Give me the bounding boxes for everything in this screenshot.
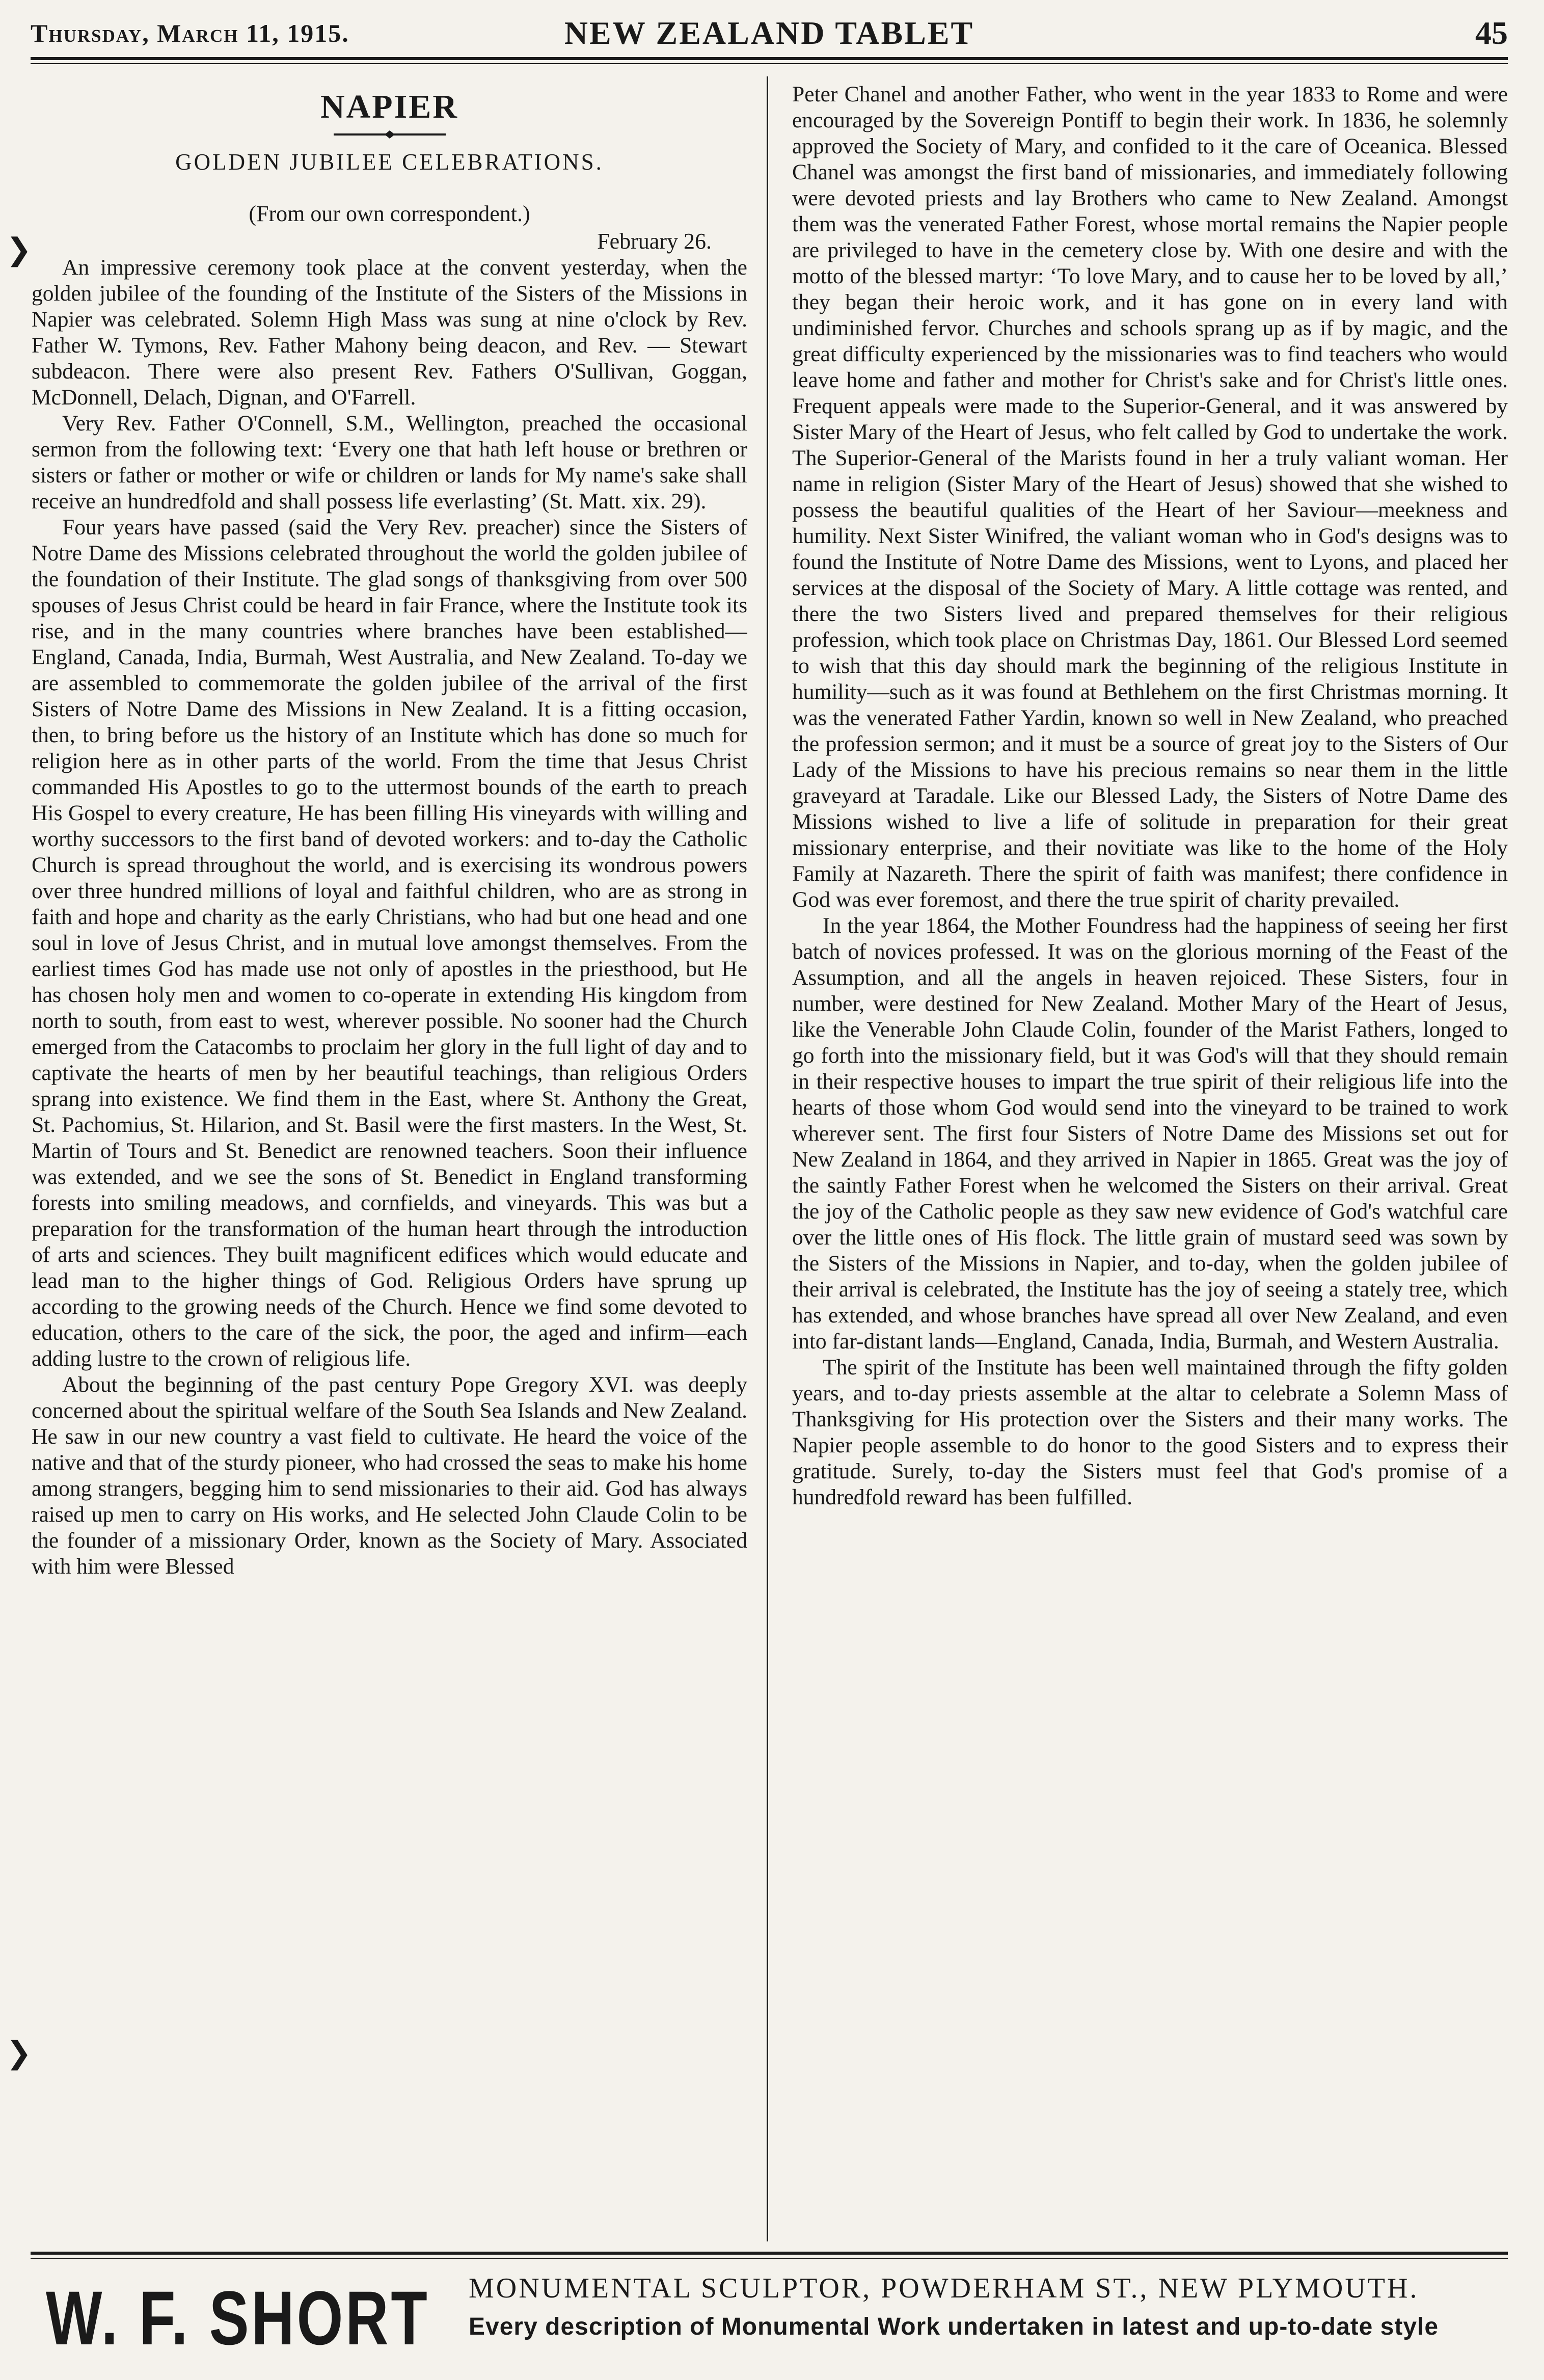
advertisement-line2: Every description of Monumental Work undertaken in latest and up-to-date style — [469, 2313, 1439, 2340]
header-rule-thin — [31, 63, 1508, 64]
article-dateline: February 26. — [597, 229, 712, 254]
column-divider — [767, 76, 768, 2241]
paragraph: About the beginning of the past century Pope Gregory XVI. was deeply concerned about the spiritual welfare of the South Sea Islands and New Zealand. He saw in our new country a vast field to cultivate. He heard the voice of the native and that of the sturdy pioneer, who had crossed the seas to make his home among strangers, begging him to send missionaries to their aid. God has always raised up men to carry on His works, and He selected John Claude Colin to be the founder of a missionary Order, known as the Society of Mary. Associated with him were Blessed — [32, 1372, 747, 1579]
article-title: NAPIER — [320, 88, 458, 125]
masthead-title: NEW ZEALAND TABLET — [564, 15, 974, 51]
title-ornament — [334, 129, 446, 140]
paragraph: In the year 1864, the Mother Foundress had the happiness of seeing her first batch of novices professed. It was on the glorious morning of the Feast of the Assumption, and all the angels in heaven rejoiced. These Sisters, four in number, were destined for New Zealand. Mother Mary of the Heart of Jesus, like the Venerable John Claude Colin, founder of the Marist Fathers, longed to go forth into the missionary field, but it was God's will that they should remain in their respective houses to impart the true spirit of their religious life into the hearts of those whom God would send into the vineyard to be trained to work wherever sent. The first four Sisters of Notre Dame des Missions set out for New Zealand in 1864, and they arrived in Napier in 1865. Great was the joy of the saintly Father Forest when he welcomed the Sisters on their arrival. Great the joy of the Catholic people as they saw new evidence of God's watchful care over the little ones of His flock. The little grain of mustard seed was sown by the Sisters of the Missions in Napier, and to-day, when the golden jubilee of their arrival is celebrated, the Institute has the joy of seeing a stately tree, which has extended, and whose branches have spread all over New Zealand, and even into far-distant lands—England, Canada, India, Burmah, and Western Australia. — [792, 913, 1508, 1354]
right-column — [792, 82, 1508, 2247]
left-column — [32, 82, 747, 2247]
paragraph: Four years have passed (said the Very Rev. preacher) since the Sisters of Notre Dame des Missions celebrated throughout the world the golden jubilee of the foundation of their Institute. The glad songs of thanksgiving from over 500 spouses of Jesus Christ could be heard in fair France, where the Institute took its rise, and in the many countries where branches have been established—England, Canada, India, Burmah, West Australia, and New Zealand. To-day we are assembled to commemorate the golden jubilee of the arrival of the first Sisters of Notre Dame des Missions in New Zealand. It is a fitting occasion, then, to bring before us the history of an Institute which has done so much for religion here as in other parts of the world. From the time that Jesus Christ commanded His Apostles to go to the uttermost bounds of the earth to preach His Gospel to every creature, He has been filling His vineyards with willing and worthy successors to the first band of devoted workers: and to-day the Catholic Church is spread throughout the world, and is exercising its wondrous powers over three hundred millions of loyal and faithful children, who are as strong in faith and hope and charity as the early Christians, who had but one head and one soul in love of Jesus Christ, and in mutual love amongst themselves. From the earliest times God has made use not only of apostles in the priesthood, but He has chosen holy men and women to co-operate in extending His kingdom from north to south, from east to west, wherever possible. No sooner had the Church emerged from the Catacombs to proclaim her glory in the full light of day and to captivate the hearts of men by her beautiful teachings, than religious Orders sprang into existence. We find them in the East, where St. Anthony the Great, St. Pachomius, St. Hilarion, and St. Basil were the first masters. In the West, St. Martin of Tours and St. Benedict are renowned teachers. Soon their influence was extended, and we see the sons of St. Benedict in England transforming forests into smiling meadows, and cornfields, and vineyards. This was but a preparation for the transformation of the human heart through the introduction of arts and sciences. They built magnificent edifices which would educate and lead man to the higher things of God. Religious Orders have sprung up according to the growing needs of the Church. Hence we find some devoted to education, others to the care of the sick, the poor, the aged and infirm—each adding lustre to the crown of religious life. — [32, 515, 747, 1371]
advertisement-line1: MONUMENTAL SCULPTOR, POWDERHAM ST., NEW PLYMOUTH. — [469, 2273, 1419, 2304]
article-byline: (From our own correspondent.) — [249, 201, 530, 226]
page-header — [31, 14, 1508, 55]
advertiser-name: W. F. SHORT — [46, 2275, 430, 2361]
footer-rule-thin — [31, 2258, 1508, 2259]
advertisement — [31, 2267, 1508, 2369]
paragraph: Peter Chanel and another Father, who went in the year 1833 to Rome and were encouraged by the Sovereign Pontiff to begin their work. In 1836, he solemnly approved the Society of Mary, and confided to it the care of Oceanica. Blessed Chanel was amongst the first band of missionaries, and immediately following were devoted priests and lay Brothers who came to New Zealand. Amongst them was the venerated Father Forest, whose mortal remains the Napier people are privileged to have in the cemetery close by. With one desire and with the motto of the blessed martyr: ‘To love Mary, and to cause her to be loved by all,’ they began their heroic work, and it has gone on in every land with undiminished fervor. Churches and schools sprang up as if by magic, and the great difficulty experienced by the missionaries was to find teachers who would leave home and father and mother for Christ's sake and for Christ's little ones. Frequent appeals were made to the Superior-General, and it was answered by Sister Mary of the Heart of Jesus, who felt called by God to undertake the work. The Superior-General of the Marists found in her a truly valiant woman. Her name in religion (Sister Mary of the Heart of Jesus) showed that she wished to possess the beautiful qualities of the Heart of her Saviour—meekness and humility. Next Sister Winifred, the valiant woman who in God's designs was to found the Institute of Notre Dame des Missions, went to Lyons, and placed her services at the disposal of the Society of Mary. A little cottage was rented, and there the two Sisters lived and prepared themselves for their religious profession, which took place on Christmas Day, 1861. Our Blessed Lord seemed to wish that this day should mark the beginning of the religious Institute in humility—such as it was found at Bethlehem on the first Christmas morning. It was the venerated Father Yardin, known so well in New Zealand, who preached the profession sermon; and it must be a source of great joy to the Sisters of Our Lady of the Missions to have his precious remains so near them in the little graveyard at Taradale. Like our Blessed Lady, the Sisters of Notre Dame des Missions wished to live a life of solitude in preparation for their great missionary enterprise, and their novitiate was like to the home of the Holy Family at Nazareth. There the spirit of faith was manifest; there confidence in God was ever foremost, and there the true spirit of charity prevailed. — [792, 82, 1508, 912]
header-rule — [31, 57, 1508, 60]
paragraph: Very Rev. Father O'Connell, S.M., Wellington, preached the occasional sermon from the following text: ‘Every one that hath left house or brethren or sisters or father or mother or wife or children or lands for My name's sake shall receive an hundredfold and shall possess life everlasting’ (St. Matt. xix. 29). — [32, 411, 747, 513]
paragraph: The spirit of the Institute has been well maintained through the fifty golden years, and to-day priests assemble at the altar to celebrate a Solemn Mass of Thanksgiving for His protection over the Sisters and their many works. The Napier people assemble to do honor to the good Sisters and to express their gratitude. Surely, to-day the Sisters must feel that God's promise of a hundredfold reward has been fulfilled. — [792, 1355, 1508, 1509]
margin-mark: ❯ — [6, 233, 32, 266]
issue-date: Thursday, March 11, 1915. — [31, 19, 349, 47]
margin-mark: ❯ — [6, 2036, 32, 2070]
article-subtitle: GOLDEN JUBILEE CELEBRATIONS. — [175, 149, 604, 175]
footer-rule — [31, 2252, 1508, 2255]
paragraph: An impressive ceremony took place at the convent yesterday, when the golden jubilee of the founding of the Institute of the Sisters of the Missions in Napier was celebrated. Solemn High Mass was sung at nine o'clock by Rev. Father W. Tymons, Rev. Father Mahony being deacon, and Rev. — Stewart subdeacon. There were also present Rev. Fathers O'Sullivan, Goggan, McDonnell, Delach, Dignan, and O'Farrell. — [32, 255, 747, 410]
page-number: 45 — [1475, 15, 1508, 51]
